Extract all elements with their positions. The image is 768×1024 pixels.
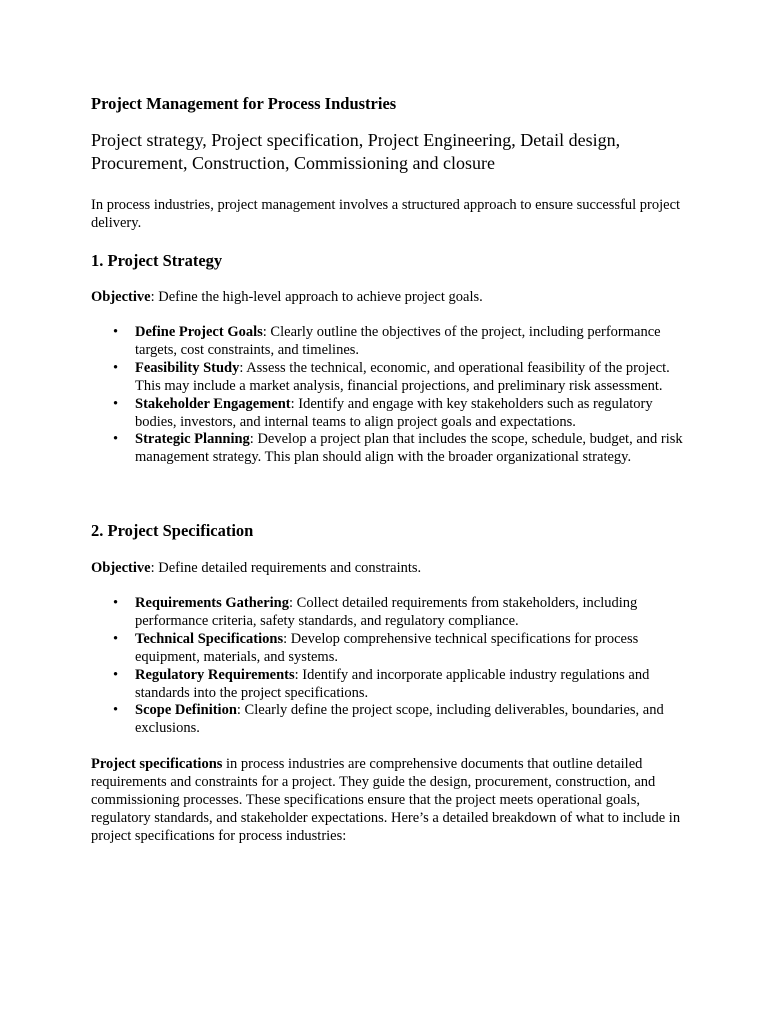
- list-item-term: Stakeholder Engagement: [135, 395, 291, 412]
- list-item: [91, 324, 691, 360]
- list-item-text: : Develop comprehensive technical specifications for process equipment, materials, and systems.: [135, 630, 639, 665]
- list-item-term: Regulatory Requirements: [135, 666, 295, 683]
- list-item-term: Scope Definition: [135, 702, 237, 719]
- closing-text: in process industries are comprehensive documents that outline detailed requirements and constraints for a project. They guide the design, procurement, construction, and commissioning processes. These specifications ensure that the project meets operational goals, regulatory standards, and stakeholder expectations. Here’s a detailed breakdown of what to include in project specifications for process industries:: [91, 756, 681, 844]
- objective-text: : Define the high-level approach to achieve project goals.: [150, 289, 483, 305]
- section-objective: [91, 288, 691, 306]
- list-item-text: : Clearly outline the objectives of the project, including performance targets, cost constraints, and timelines.: [135, 324, 661, 358]
- bullet-list: [91, 595, 691, 738]
- intro-paragraph: In process industries, project management involves a structured approach to ensure successful project delivery.: [91, 197, 681, 231]
- list-item-text: : Identify and engage with key stakeholders such as regulatory bodies, investors, and internal teams to align project goals and expectations.: [135, 395, 653, 430]
- list-item-term: Define Project Goals: [135, 324, 263, 340]
- list-item-text: : Collect detailed requirements from stakeholders, including performance criteria, safety standards, and regulatory compliance.: [135, 595, 638, 629]
- objective-text: : Define detailed requirements and constraints.: [150, 560, 422, 576]
- section-heading-project-specification: 2. Project Specification: [91, 521, 254, 540]
- list-item-text: : Identify and incorporate applicable industry regulations and standards into the project specifications.: [135, 666, 650, 701]
- list-item-term: Requirements Gathering: [135, 595, 289, 611]
- list-item-term: Strategic Planning: [135, 431, 250, 448]
- section-objective: [91, 559, 691, 577]
- objective-label: Objective: [91, 560, 151, 576]
- document-title: Project Management for Process Industries: [91, 94, 397, 113]
- list-item: [91, 595, 691, 631]
- document-subtitle: Project strategy, Project specification, Project Engineering, Detail design, Procurement, Construction, Commissioning and closure: [91, 130, 621, 173]
- closing-term: Project specifications: [91, 756, 223, 772]
- closing-paragraph: [91, 755, 691, 845]
- list-item: [91, 667, 691, 703]
- objective-label: Objective: [91, 289, 151, 305]
- list-item-text: : Assess the technical, economic, and operational feasibility of the project. This may include a market analysis, financial projections, and preliminary risk assessment.: [135, 359, 670, 394]
- bullet-list: [91, 324, 691, 467]
- list-item: [91, 396, 691, 432]
- list-item: [91, 631, 691, 667]
- list-item-text: : Clearly define the project scope, including deliverables, boundaries, and exclusions.: [135, 702, 664, 737]
- list-item: [91, 702, 691, 738]
- list-item: [91, 431, 691, 467]
- list-item-text: : Develop a project plan that includes the scope, schedule, budget, and risk management strategy. This plan should align with the broader organizational strategy.: [135, 431, 683, 466]
- list-item: [91, 360, 691, 396]
- list-item-term: Technical Specifications: [135, 630, 284, 647]
- list-item-term: Feasibility Study: [135, 359, 240, 376]
- section-heading-project-strategy: 1. Project Strategy: [91, 251, 223, 270]
